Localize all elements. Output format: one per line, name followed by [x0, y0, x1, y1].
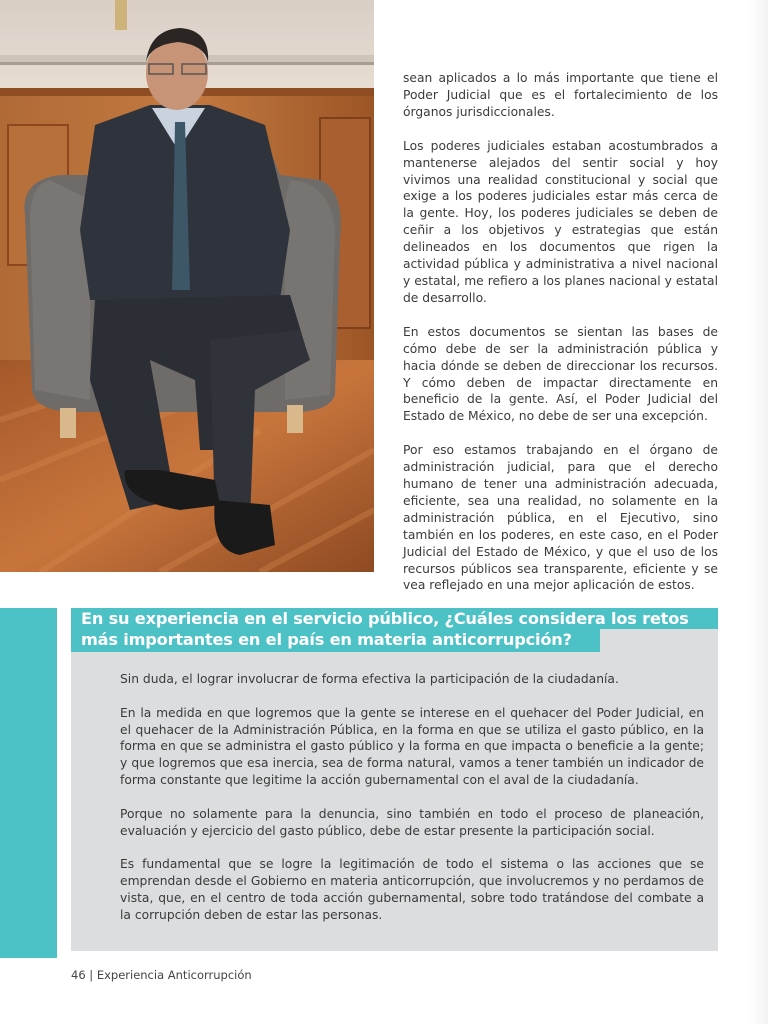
answer-paragraph: Sin duda, el lograr involucrar de forma efectiva la participación de la ciudadanía.	[120, 672, 619, 686]
paragraph: Por eso estamos trabajando en el órgano de administración judicial, para que el derecho humano de tener una administración adecuada, eficiente, sea una realidad, no solamente en la administración pública, en el Ejecutivo, sino también en los poderes, en este caso, en el Poder Judicial del Estado de México, y que el uso de los recursos públicos sea transparente, eficiente y se vea reflejado en una mejor aplicación de estos.	[403, 443, 718, 593]
answer-paragraph: Porque no solamente para la denuncia, sino también en todo el proceso de planeación, evaluación y ejercicio del gasto público, debe de estar presente la participación social.	[120, 806, 704, 838]
paragraph: sean aplicados a lo más importante que tiene el Poder Judicial que es el fortalecimiento de los órganos jurisdiccionales.	[403, 71, 718, 119]
article-column	[403, 70, 718, 611]
portrait-photo	[0, 0, 374, 572]
answer-paragraph: En la medida en que logremos que la gente se interese en el quehacer del Poder Judicial, en el quehacer de la Administración Pública, en la forma en que se utiliza el gasto público, en la forma en que se administra el gasto público y la forma en que impacta o beneficie a la gente; y que logremos que esa inercia, sea de forma natural, vamos a tener también un indicador de forma constante que legitime la acción gubernamental con el aval de la ciudadanía.	[120, 705, 704, 787]
page-footer: 46 | Experiencia Anticorrupción	[71, 968, 252, 982]
question-heading-line-2: más importantes en el país en materia anticorrupción?	[71, 629, 600, 652]
paragraph: En estos documentos se sientan las bases de cómo debe de ser la administración pública y hacia dónde se deben de direccionar los recursos. Y cómo deben de impactar directamente en beneficio de la gente. Así, el Poder Judicial del Estado de México, no debe de ser una excepción.	[403, 324, 718, 424]
page-edge-shadow	[748, 0, 768, 1024]
teal-accent-bar	[0, 608, 57, 958]
answer-paragraph: Es fundamental que se logre la legitimación de todo el sistema o las acciones que se emprendan desde el Gobierno en materia anticorrupción, que involucremos y no perdamos de vista, que, en el centro de toda acción gubernamental, sobre todo tratándose del combate a la corrupción deben de estar las personas.	[120, 857, 704, 922]
paragraph: Los poderes judiciales estaban acostumbrados a mantenerse alejados del sentir social y hoy vivimos una realidad constitucional y social que exige a los poderes judiciales estar más cerca de la gente. Hoy, los poderes judiciales se deben de ceñir a los objetivos y estrategias que están delineados en los documentos que rigen la actividad pública y administrativa a nivel nacional y estatal, me refiero a los planes nacional y estatal de desarrollo.	[403, 138, 718, 305]
answer-text	[120, 671, 704, 941]
question-heading-line-1: En su experiencia en el servicio público, ¿Cuáles considera los retos	[71, 608, 718, 629]
